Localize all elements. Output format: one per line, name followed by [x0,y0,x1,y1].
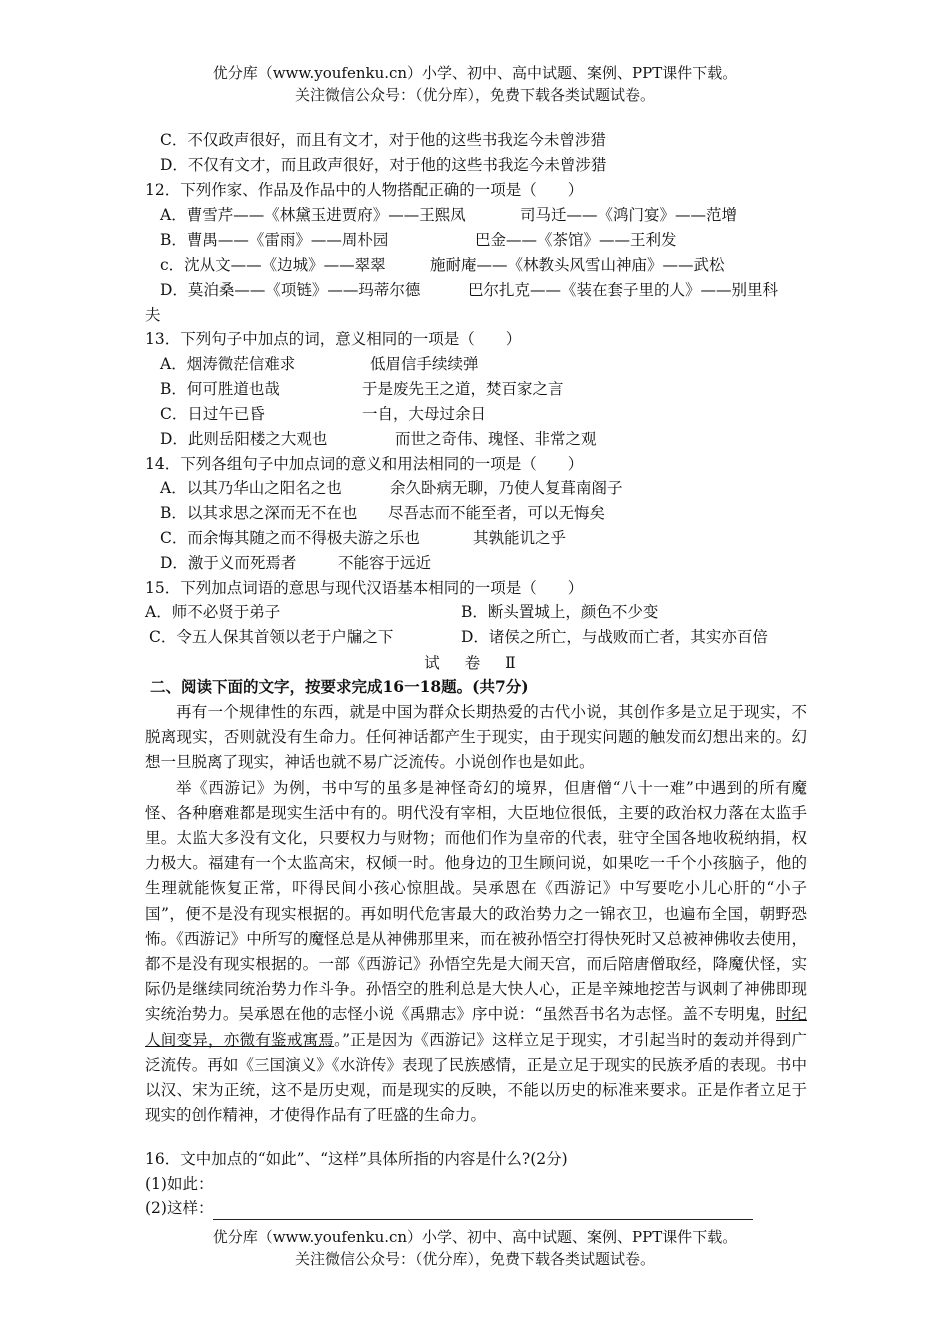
q13-option-d2: 而世之奇伟、瑰怪、非常之观 [395,430,597,448]
q15-option-c: C．令五人保其首领以老于户牖之下 [149,628,394,646]
passage-underlined-quote: 时纪人间变异，亦微有鉴戒寓焉 [145,1005,807,1049]
q12-option-d2: 巴尔扎克——《装在套子里的人》——别里科 [468,281,779,299]
q14-option-c1: C．而余悔其随之而不得极夫游之乐也 [160,529,420,547]
q13-option-b1: B．何可胜道也哉 [160,380,280,398]
q13-option-b2: 于是废先王之道，焚百家之言 [362,380,564,398]
q15-option-b: B．断头置城上，颜色不少变 [461,603,659,621]
page-header [0,62,950,106]
q16-stem: 16．文中加点的“如此”、“这样”具体所指的内容是什么?(2分) [145,1150,568,1168]
q13-stem: 13．下列句子中加点的词，意义相同的一项是（ ） [145,330,522,348]
header-line-1: 优分库（www.youfenku.cn）小学、初中、高中试题、案例、PPT课件下载。 [212,64,738,82]
q16-answer-1-label: (1)如此： [145,1175,214,1193]
q16-answer-2-row [145,1196,753,1220]
q14-option-b1: B．以其求思之深而无不在也 [160,504,358,522]
q15-option-d: D．诸侯之所亡，与战败而亡者，其实亦百倍 [461,628,768,646]
q12-option-b1: B．曹禺——《雷雨》——周朴园 [160,231,389,249]
q12-option-d1: D．莫泊桑——《项链》——玛蒂尔德 [160,281,421,299]
q13-option-c2: 一自，大母过余日 [362,405,487,423]
q12-option-a2: 司马迁——《鸿门宴》——范增 [520,206,738,224]
q11-option-d: D．不仅有文才，而且政声很好，对于他的这些书我迄今未曾涉猎 [160,156,607,174]
q14-option-a1: A．以其乃华山之阳名之也 [160,479,342,497]
q12-option-d3: 夫 [145,306,161,324]
passage-paragraph-1: 再有一个规律性的东西，就是中国为群众长期热爱的古代小说，其创作多是立足于现实，不脱离现实，否则就没有生命力。任何神话都产生于现实，由于现实问题的触发而幻想出来的。幻想一旦脱离了现实，神话也就不易广泛流传。小说创作也是如此。 [145,703,807,772]
q15-stem: 15．下列加点词语的意思与现代汉语基本相同的一项是（ ） [145,579,584,597]
q15-option-a: A．师不必贤于弟子 [145,603,281,621]
q16-answer-2-blank[interactable] [213,1201,753,1220]
section-2-heading: 二、阅读下面的文字，按要求完成16一18题。(共7分) [150,677,529,696]
passage-paragraph-2-part-b: 。”正是因为《西游记》这样立足于现实，才引起当时的轰动并得到广泛流传。再如《三国演义》《水浒传》表现了民族感情，正是立足于现实的民族矛盾的表现。书中以汉、宋为正统，这不是历史观，而是现实的反映，不能以历史的标准来要求。正是作者立足于现实的创作精神，才使得作品有了旺盛的生命力。 [145,1030,807,1125]
header-line-2: 关注微信公众号：（优分库），免费下载各类试题试卷。 [294,86,655,104]
footer-line-2: 关注微信公众号：（优分库），免费下载各类试题试卷。 [294,1250,655,1268]
q13-option-a2: 低眉信手续续弹 [370,355,479,373]
paper-2-title: 试 卷 Ⅱ [424,654,526,672]
q13-option-c1: C．日过午已昏 [160,405,265,423]
q13-option-d1: D．此则岳阳楼之大观也 [160,430,328,448]
q13-option-a1: A．烟涛微茫信难求 [160,355,296,373]
q14-option-c2: 其孰能讥之乎 [473,529,567,547]
q14-option-d1: D．激于义而死焉者 [160,554,297,572]
q16-answer-2-label: (2)这样： [145,1199,214,1217]
passage-paragraph-2 [145,776,807,1129]
q11-option-c: C．不仅政声很好，而且有文才，对于他的这些书我迄今未曾涉猎 [160,131,606,149]
q12-option-c2: 施耐庵——《林教头风雪山神庙》——武松 [430,256,725,274]
page-footer [0,1226,950,1270]
q14-option-b2: 尽吾志而不能至者，可以无悔矣 [388,504,606,522]
q14-option-a2: 余久卧病无聊，乃使人复葺南阁子 [390,479,623,497]
q12-option-a1: A．曹雪芹——《林黛玉进贾府》——王熙凤 [160,206,466,224]
q12-stem: 12．下列作家、作品及作品中的人物搭配正确的一项是（ ） [145,181,584,199]
q12-option-b2: 巴金——《茶馆》——王利发 [475,231,677,249]
q14-stem: 14．下列各组句子中加点词的意义和用法相同的一项是（ ） [145,455,584,473]
passage-paragraph-2-part-a: 举《西游记》为例，书中写的虽多是神怪奇幻的境界，但唐僧“八十一难”中遇到的所有魔怪、各种磨难都是现实生活中有的。明代没有宰相，大臣地位很低，主要的政治权力落在太监手里。太监大多没有文化，只要权力与财物；而他们作为皇帝的代表，驻守全国各地收税纳捐，权力极大。福建有一个太监高宋，权倾一时。他身边的卫生顾问说，如果吃一千个小孩脑子，他的生理就能恢复正常，吓得民间小孩心惊胆战。吴承恩在《西游记》中写要吃小儿心肝的“小子国”，便不是没有现实根据的。再如明代危害最大的政治势力之一锦衣卫，也遍布全国，朝野恐怖。《西游记》中所写的魔怪总是从神佛那里来，而在被孙悟空打得快死时又总被神佛收去使用，都不是没有现实根据的。一部《西游记》孙悟空先是大闹天宫，而后陪唐僧取经，降魔伏怪，实际仍是继续同统治势力作斗争。孙悟空的胜利总是大快人心，正是辛辣地挖苦与讽刺了神佛即现实统治势力。吴承恩在他的志怪小说《禹鼎志》序中说：“虽然吾书名为志怪。盖不专明鬼， [145,778,807,1024]
q14-option-d2: 不能容于远近 [338,554,432,572]
reading-passage [145,700,807,1128]
q12-option-c1: c．沈从文——《边城》——翠翠 [160,256,386,274]
footer-line-1: 优分库（www.youfenku.cn）小学、初中、高中试题、案例、PPT课件下载。 [212,1228,738,1246]
